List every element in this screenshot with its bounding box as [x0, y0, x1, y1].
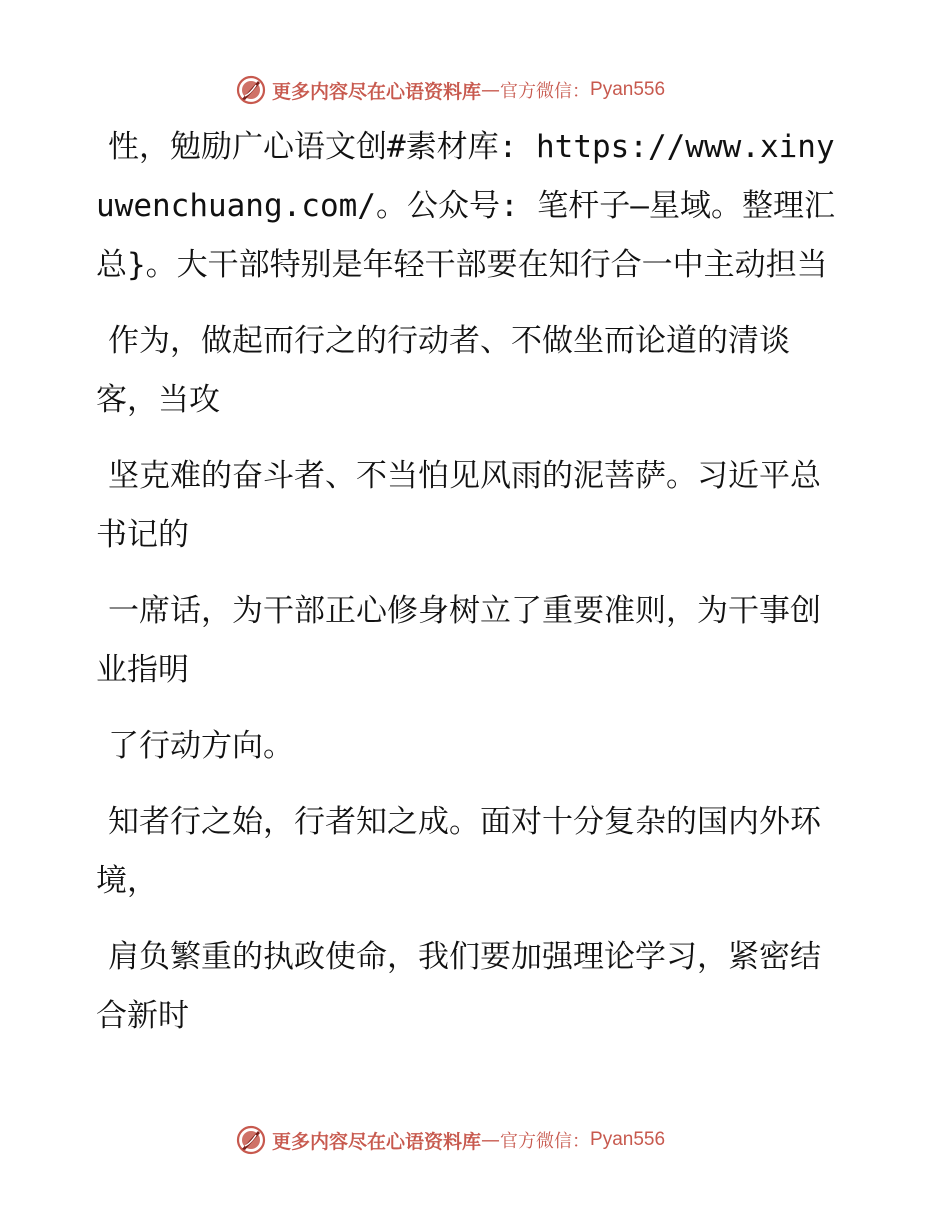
paragraph: 坚克难的奋斗者、不当怕见风雨的泥菩萨。习近平总书记的	[96, 458, 821, 553]
footer-title: 更多内容尽在心语资料库	[272, 1130, 482, 1153]
header-title: 更多内容尽在心语资料库	[272, 80, 482, 103]
quill-logo-icon	[236, 75, 266, 105]
paragraph: 性，勉励广心语文创#素材库: https://www.xinyuwenchuang.com/。公众号: 笔杆子—星域。整理汇总}。大干部特别是年轻干部要在知行合一中主动担当	[96, 129, 835, 283]
body-text	[96, 118, 836, 1063]
header-wechat-label: 官方微信：	[500, 81, 591, 102]
footer-wechat-label: 官方微信：	[500, 1131, 591, 1152]
header-banner	[236, 72, 665, 108]
paragraph: 了行动方向。	[108, 728, 294, 764]
quill-logo-icon	[236, 1125, 266, 1155]
footer-wechat-id: Pyan556	[590, 1129, 666, 1150]
footer-banner	[236, 1122, 665, 1158]
paragraph: 作为，做起而行之的行动者、不做坐而论道的清谈客，当攻	[96, 323, 790, 418]
header-dash: —	[481, 79, 501, 101]
header-wechat-id: Pyan556	[590, 79, 666, 100]
paragraph: 知者行之始，行者知之成。面对十分复杂的国内外环境，	[96, 804, 821, 899]
footer-dash: —	[481, 1129, 501, 1151]
paragraph: 肩负繁重的执政使命，我们要加强理论学习，紧密结合新时	[96, 939, 821, 1034]
paragraph: 一席话，为干部正心修身树立了重要准则，为干事创业指明	[96, 593, 821, 688]
